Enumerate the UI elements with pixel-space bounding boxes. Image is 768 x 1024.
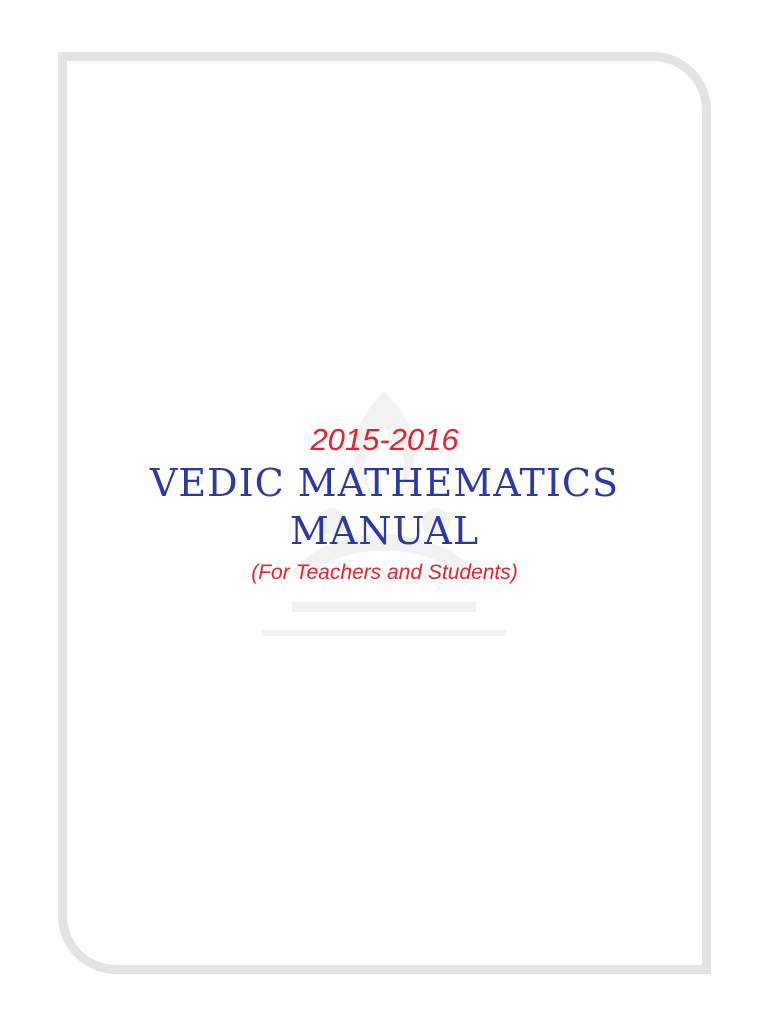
document-title [58,460,711,554]
title-block [58,420,711,588]
title-line-1: VEDIC MATHEMATICS [149,461,620,505]
title-line-2: MANUAL [289,509,480,553]
audience-subtitle: (For Teachers and Students) [251,561,518,584]
academic-year: 2015-2016 [310,422,459,457]
